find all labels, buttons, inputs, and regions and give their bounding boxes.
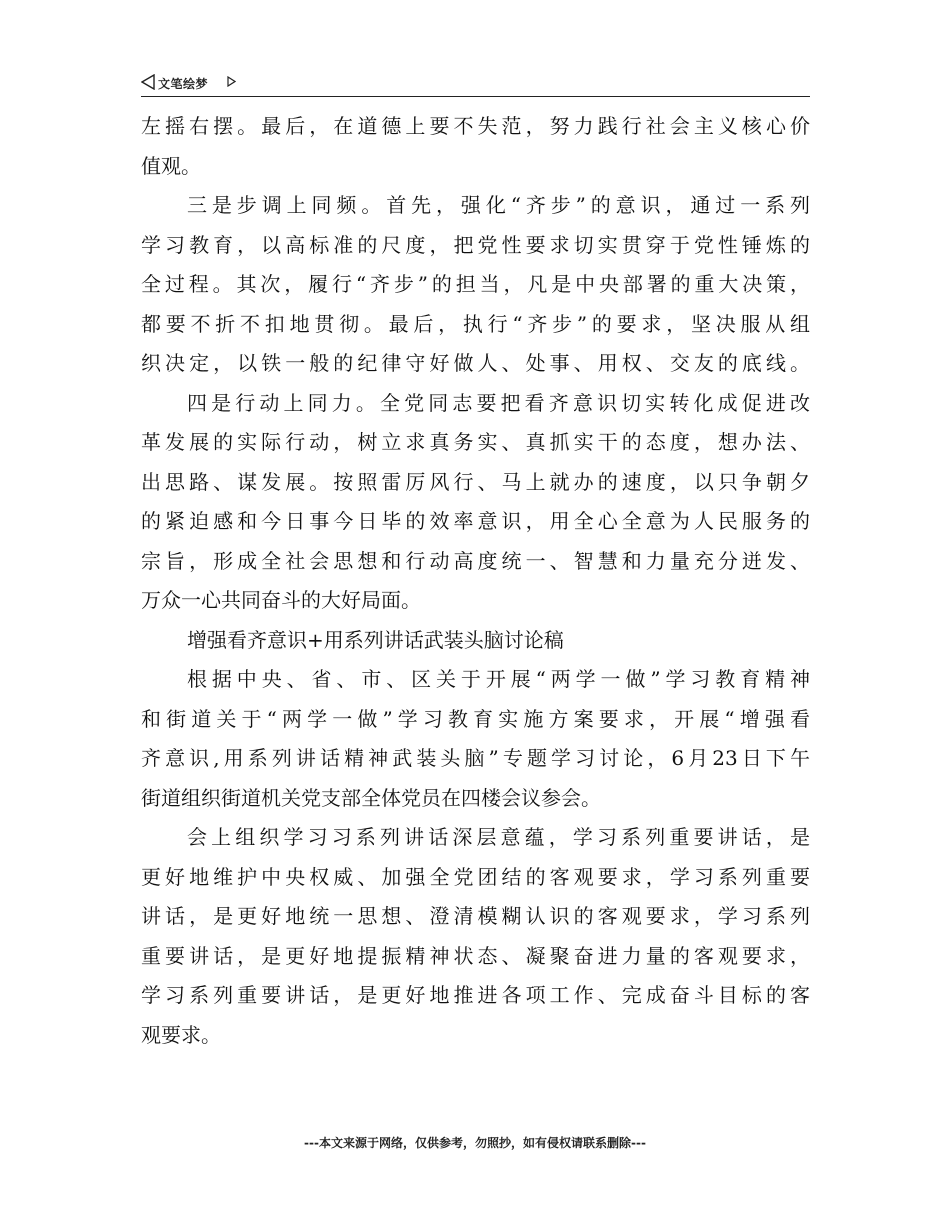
text-line: 三是步调上同频。首先，强化“齐步”的意识，通过一系列 xyxy=(187,193,810,217)
text-line: 学习教育，以高标准的尺度，把党性要求切实贯穿于党性锤炼的 xyxy=(141,232,810,257)
right-triangle-icon xyxy=(227,76,236,87)
text-line: 和街道关于“两学一做”学习教育实施方案要求，开展“增强看 xyxy=(141,706,810,731)
text-line: 都要不折不扣地贯彻。最后，执行“齐步”的要求，坚决服从组 xyxy=(141,311,810,336)
text-line: 四是行动上同力。全党同志要把看齐意识切实转化成促进改 xyxy=(187,390,810,415)
text-line: 全过程。其次，履行“齐步”的担当，凡是中央部署的重大决策， xyxy=(141,272,810,296)
text-line: 更好地维护中央权威、加强全党团结的客观要求，学习系列重要 xyxy=(141,864,810,889)
text-line: 值观。 xyxy=(141,153,201,178)
text-line: 齐意识,用系列讲话精神武装头脑”专题学习讨论，6月23日下午 xyxy=(141,746,810,770)
header-title: 文笔绘梦 xyxy=(158,77,209,91)
text-line: 学习系列重要讲话，是更好地推进各项工作、完成奋斗目标的客 xyxy=(141,983,810,1007)
text-line: 革发展的实际行动，树立求真务实、真抓实干的态度，想办法、 xyxy=(141,430,810,454)
text-line: 讲话，是更好地统一思想、澄清模糊认识的客观要求，学习系列 xyxy=(141,904,810,928)
text-line: 织决定，以铁一般的纪律守好做人、处事、用权、交友的底线。 xyxy=(141,351,810,375)
left-triangle-icon xyxy=(141,74,155,90)
text-line: 左摇右摆。最后，在道德上要不失范，努力践行社会主义核心价 xyxy=(141,114,810,138)
text-line: 根据中央、省、市、区关于开展“两学一做”学习教育精神 xyxy=(187,667,810,691)
page-header xyxy=(141,72,810,97)
text-line: 宗旨，形成全社会思想和行动高度统一、智慧和力量充分迸发、 xyxy=(141,548,810,573)
text-line: 万众一心共同奋斗的大好局面。 xyxy=(141,588,421,612)
section-heading: 增强看齐意识+用系列讲话武装头脑讨论稿 xyxy=(187,627,564,652)
text-line: 观要求。 xyxy=(141,1022,221,1047)
document-body xyxy=(141,107,810,1055)
text-line: 街道组织街道机关党支部全体党员在四楼会议参会。 xyxy=(141,785,601,810)
text-line: 的紧迫感和今日事今日毕的效率意识，用全心全意为人民服务的 xyxy=(141,509,810,533)
text-line: 出思路、谋发展。按照雷厉风行、马上就办的速度，以只争朝夕 xyxy=(141,469,810,494)
text-line: 会上组织学习习系列讲话深层意蕴，学习系列重要讲话，是 xyxy=(187,825,810,849)
footer-disclaimer: ---本文来源于网络，仅供参考，勿照抄，如有侵权请联系删除--- xyxy=(304,1136,646,1150)
text-line: 重要讲话，是更好地提振精神状态、凝聚奋进力量的客观要求， xyxy=(141,943,810,968)
